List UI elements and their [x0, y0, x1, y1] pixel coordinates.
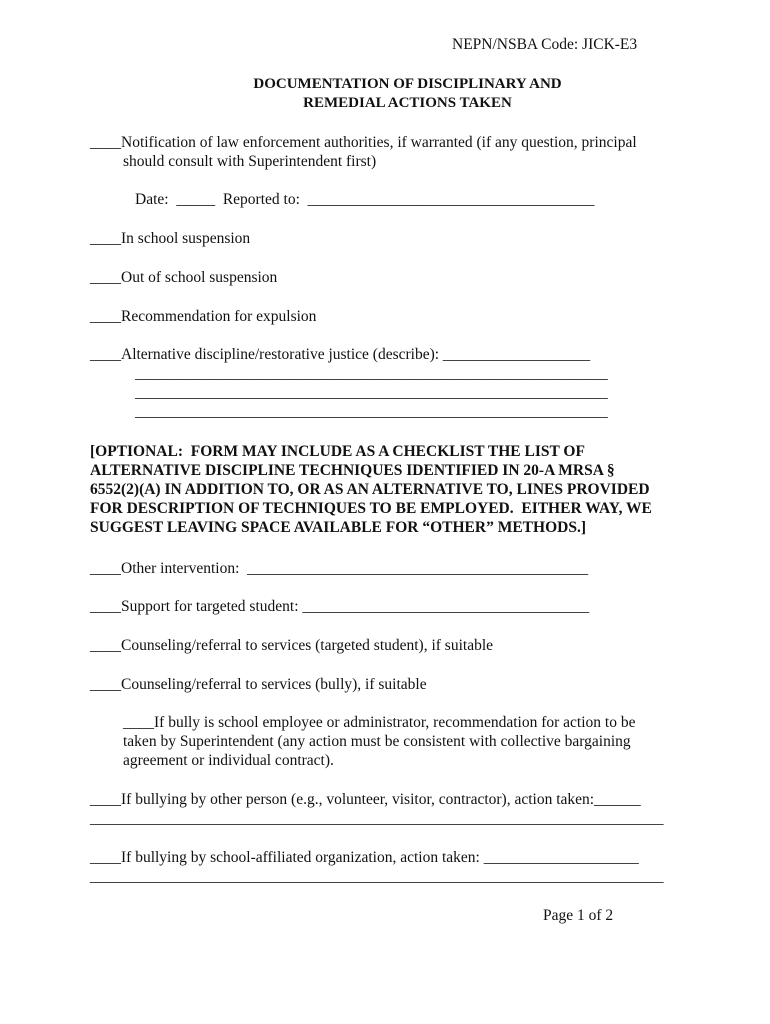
page-number: Page 1 of 2 — [543, 907, 614, 924]
optional-note — [90, 442, 710, 537]
in-school-suspension-item: ____In school suspension — [90, 230, 251, 247]
out-of-school-suspension-item: ____Out of school suspension — [90, 269, 278, 286]
alternative-blank-line: _____________________________________________________________ — [135, 384, 608, 401]
alternative-blank-line: _____________________________________________________________ — [135, 403, 608, 420]
date-reported-field: Date: _____ Reported to: _____________________________________ — [135, 191, 595, 208]
support-targeted-item: ____Support for targeted student: _____________________________________ — [90, 598, 590, 615]
optional-note-line: 6552(2)(A) IN ADDITION TO, OR AS AN ALTERNATIVE TO, LINES PROVIDED — [90, 481, 650, 498]
law-enforcement-item: ____Notification of law enforcement authorities, if warranted (if any question, principal — [90, 134, 637, 151]
other-person-blank-line: __________________________________________________________________________ — [90, 810, 664, 827]
law-enforcement-item-cont: should consult with Superintendent first) — [123, 153, 377, 170]
document-title-line1: DOCUMENTATION OF DISCIPLINARY AND — [253, 76, 562, 92]
counseling-bully-item: ____Counseling/referral to services (bully), if suitable — [90, 676, 427, 693]
expulsion-item: ____Recommendation for expulsion — [90, 308, 317, 325]
other-intervention-item: ____Other intervention: ____________________________________________ — [90, 560, 589, 577]
counseling-targeted-item: ____Counseling/referral to services (targeted student), if suitable — [90, 637, 494, 654]
policy-code: NEPN/NSBA Code: JICK-E3 — [452, 36, 638, 53]
other-person-item: ____If bullying by other person (e.g., volunteer, visitor, contractor), action taken:______ — [90, 791, 641, 808]
school-org-blank-line: __________________________________________________________________________ — [90, 868, 664, 885]
alternative-discipline-item: ____Alternative discipline/restorative justice (describe): ___________________ — [90, 346, 591, 363]
document-title-line2: REMEDIAL ACTIONS TAKEN — [303, 95, 512, 111]
employee-bully-item-cont: agreement or individual contract). — [123, 752, 334, 769]
optional-note-line: FOR DESCRIPTION OF TECHNIQUES TO BE EMPLOYED. EITHER WAY, WE — [90, 500, 652, 517]
optional-note-line: SUGGEST LEAVING SPACE AVAILABLE FOR “OTHER” METHODS.] — [90, 519, 586, 536]
employee-bully-item-cont: taken by Superintendent (any action must be consistent with collective bargaining — [123, 733, 631, 750]
optional-note-line: [OPTIONAL: FORM MAY INCLUDE AS A CHECKLIST THE LIST OF — [90, 443, 585, 460]
school-org-item: ____If bullying by school-affiliated organization, action taken: ____________________ — [90, 849, 639, 866]
employee-bully-item: ____If bully is school employee or administrator, recommendation for action to be — [123, 714, 636, 731]
optional-note-line: ALTERNATIVE DISCIPLINE TECHNIQUES IDENTIFIED IN 20-A MRSA § — [90, 462, 615, 479]
alternative-blank-line: _____________________________________________________________ — [135, 365, 608, 382]
